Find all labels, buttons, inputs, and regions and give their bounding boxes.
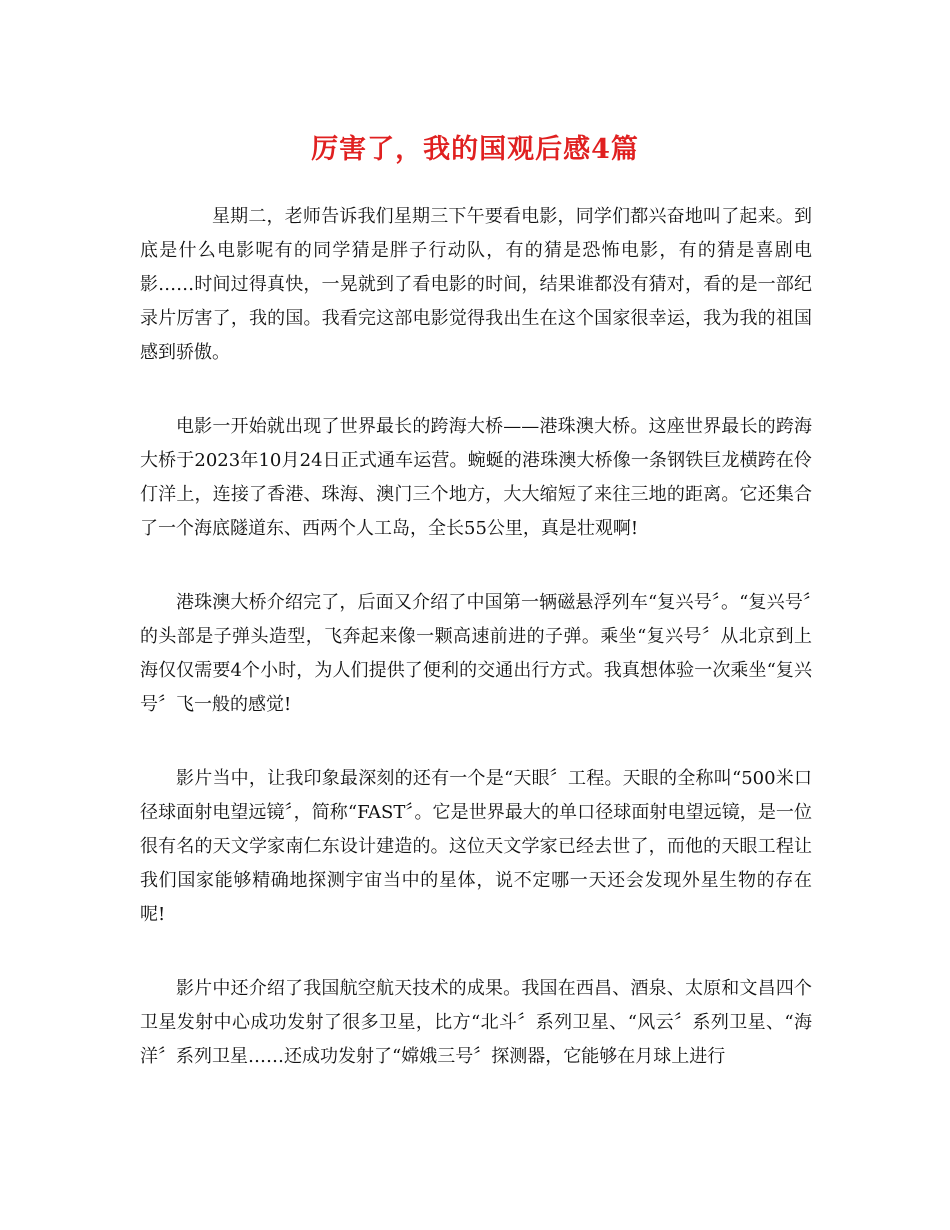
paragraph-2: 电影一开始就出现了世界最长的跨海大桥——港珠澳大桥。这座世界最长的跨海大桥于2023年10月24日正式通车运营。蜿蜒的港珠澳大桥像一条钢铁巨龙横跨在伶仃洋上，连接了香港、珠海、澳门三个地方，大大缩短了来往三地的距离。它还集合了一个海底隧道东、西两个人工岛，全长55公里，真是壮观啊! bbox=[140, 416, 812, 539]
page-title: 厉害了，我的国观后感4篇 bbox=[311, 134, 639, 165]
paragraph-5: 影片中还介绍了我国航空航天技术的成果。我国在西昌、酒泉、太原和文昌四个卫星发射中心成功发射了很多卫星，比方“北斗〞系列卫星、“风云〞系列卫星、“海洋〞系列卫星……还成功发射了“嫦娥三号〞探测器，它能够在月球上进行 bbox=[140, 978, 812, 1067]
paragraph-1: 星期二，老师告诉我们星期三下午要看电影，同学们都兴奋地叫了起来。到底是什么电影呢有的同学猜是胖子行动队，有的猜是恐怖电影，有的猜是喜剧电影……时间过得真快，一晃就到了看电影的时间，结果谁都没有猜对，看的是一部纪录片厉害了，我的国。我看完这部电影觉得我出生在这个国家很幸运，我为我的祖国感到骄傲。 bbox=[140, 206, 812, 363]
paragraph-3: 港珠澳大桥介绍完了，后面又介绍了中国第一辆磁悬浮列车“复兴号〞。“复兴号〞的头部是子弹头造型，飞奔起来像一颗高速前进的子弹。乘坐“复兴号〞从北京到上海仅仅需要4个小时，为人们提供了便利的交通出行方式。我真想体验一次乘坐“复兴号〞飞一般的感觉! bbox=[140, 592, 812, 715]
document-body bbox=[140, 200, 812, 1114]
paragraph-4: 影片当中，让我印象最深刻的还有一个是“天眼〞工程。天眼的全称叫“500米口径球面射电望远镜〞，简称“FAST〞。它是世界最大的单口径球面射电望远镜，是一位很有名的天文学家南仁东设计建造的。这位天文学家已经去世了，而他的天眼工程让我们国家能够精确地探测宇宙当中的星体，说不定哪一天还会发现外星生物的存在呢! bbox=[140, 768, 812, 925]
